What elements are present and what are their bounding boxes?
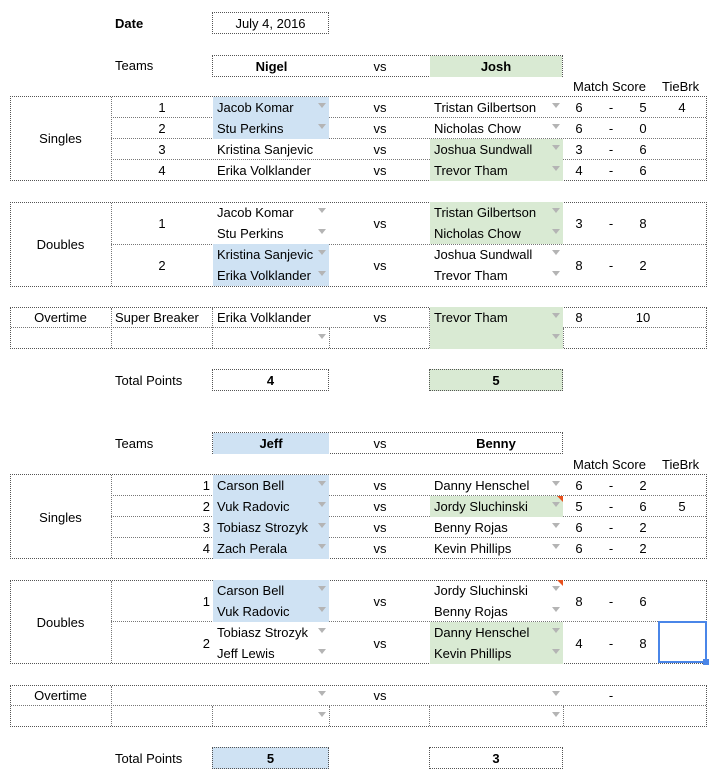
score-home[interactable]: 8: [575, 258, 583, 273]
score-home[interactable]: 6: [575, 100, 583, 115]
match-score-header: Match Score: [573, 79, 646, 94]
away-player-select[interactable]: Benny Rojas: [434, 520, 508, 535]
doubles-number: 2: [158, 258, 166, 273]
dropdown-arrow-icon[interactable]: [318, 628, 326, 633]
home-player-select[interactable]: Erika Volklander: [213, 265, 329, 286]
score-home[interactable]: 6: [575, 520, 583, 535]
score-dash: -: [608, 258, 614, 273]
singles-number: 4: [158, 163, 166, 178]
vs-label: vs: [373, 163, 387, 178]
vs-label: vs: [373, 541, 387, 556]
score-home[interactable]: 6: [575, 478, 583, 493]
score-home[interactable]: 8: [575, 310, 583, 325]
total-away-value: 5: [492, 373, 500, 388]
score-dash: -: [608, 142, 614, 157]
dropdown-arrow-icon[interactable]: [552, 334, 560, 339]
home-player-select[interactable]: Kristina Sanjevic: [217, 142, 314, 157]
total-home-cell: [212, 369, 329, 391]
score-away[interactable]: 2: [639, 478, 647, 493]
doubles-label: Doubles: [36, 237, 85, 252]
singles-label: Singles: [39, 131, 82, 146]
overtime-label: Overtime: [34, 310, 87, 325]
date-value: July 4, 2016: [235, 16, 306, 31]
doubles-number: 2: [202, 636, 210, 651]
score-dash: -: [608, 594, 614, 609]
score-home[interactable]: 8: [575, 594, 583, 609]
score-dash: -: [608, 100, 614, 115]
home-player-select[interactable]: Jacob Komar: [217, 205, 294, 220]
dropdown-arrow-icon[interactable]: [552, 712, 560, 717]
teams-row-1: [212, 55, 563, 77]
super-breaker-label: Super Breaker: [115, 310, 199, 325]
dropdown-arrow-icon[interactable]: [552, 628, 560, 633]
dropdown-arrow-icon[interactable]: [318, 586, 326, 591]
dropdown-arrow-icon[interactable]: [552, 502, 560, 507]
vs-label: vs: [373, 499, 387, 514]
score-away[interactable]: 2: [639, 541, 647, 556]
singles-number: 2: [202, 499, 210, 514]
home-player-select[interactable]: Kristina Sanjevic: [213, 244, 329, 265]
score-away[interactable]: 6: [639, 594, 647, 609]
score-away[interactable]: 2: [639, 520, 647, 535]
home-player-select[interactable]: Stu Perkins: [217, 226, 284, 241]
total-points-label: Total Points: [115, 751, 183, 766]
score-dash: -: [608, 636, 614, 651]
vs-label: vs: [373, 688, 387, 703]
away-player-select[interactable]: Danny Henschel: [430, 622, 563, 643]
singles-number: 3: [158, 142, 166, 157]
dropdown-arrow-icon[interactable]: [552, 481, 560, 486]
total-away-cell: [429, 747, 563, 769]
home-player-select[interactable]: Tobiasz Strozyk: [217, 625, 309, 640]
tiebreak-header: TieBrk: [662, 457, 700, 472]
away-player-select[interactable]: Kevin Phillips: [434, 541, 512, 556]
dropdown-arrow-icon[interactable]: [318, 607, 326, 612]
vs-label: vs: [373, 520, 387, 535]
doubles-number: 1: [202, 594, 210, 609]
away-player-select[interactable]: Trevor Tham: [430, 307, 563, 328]
dropdown-arrow-icon[interactable]: [318, 523, 326, 528]
away-player-select[interactable]: Kevin Phillips: [430, 643, 563, 664]
dropdown-arrow-icon[interactable]: [552, 271, 560, 276]
away-player-select[interactable]: Benny Rojas: [434, 604, 508, 619]
dropdown-arrow-icon[interactable]: [318, 229, 326, 234]
fill-handle[interactable]: [703, 659, 709, 665]
away-player-select[interactable]: Tristan Gilbertson: [434, 100, 537, 115]
vs-label: vs: [373, 594, 387, 609]
home-player-select[interactable]: Jeff Lewis: [217, 646, 275, 661]
teams-label: Teams: [115, 58, 154, 73]
dropdown-arrow-icon[interactable]: [552, 166, 560, 171]
score-away[interactable]: 0: [639, 121, 647, 136]
score-dash: -: [608, 121, 614, 136]
singles-number: 2: [158, 121, 166, 136]
overtime-label: Overtime: [34, 688, 87, 703]
singles-number: 3: [202, 520, 210, 535]
total-home-cell: [212, 747, 329, 769]
tiebreak-header: TieBrk: [662, 79, 700, 94]
tiebreak-score[interactable]: 4: [678, 100, 686, 115]
match-score-header: Match Score: [573, 457, 646, 472]
score-home[interactable]: 6: [575, 121, 583, 136]
dropdown-arrow-icon[interactable]: [552, 250, 560, 255]
selected-cell[interactable]: [658, 621, 707, 663]
score-dash: -: [608, 520, 614, 535]
away-player-select[interactable]: [430, 685, 563, 706]
away-player-select[interactable]: Trevor Tham: [434, 268, 508, 283]
dropdown-arrow-icon[interactable]: [318, 208, 326, 213]
dropdown-arrow-icon[interactable]: [318, 544, 326, 549]
total-home-value: 4: [266, 373, 275, 388]
total-away-cell: [429, 369, 563, 391]
score-dash: -: [608, 541, 614, 556]
score-away[interactable]: 8: [639, 636, 647, 651]
dropdown-arrow-icon[interactable]: [552, 544, 560, 549]
singles-number: 1: [202, 478, 210, 493]
away-player-select[interactable]: Jordy Sluchinski: [430, 496, 563, 517]
dropdown-arrow-icon[interactable]: [318, 271, 326, 276]
dropdown-arrow-icon[interactable]: [318, 124, 326, 129]
score-dash: -: [608, 478, 614, 493]
home-player-select[interactable]: [213, 685, 329, 706]
total-home-value: 5: [266, 751, 275, 766]
home-player-select[interactable]: Carson Bell: [213, 475, 329, 496]
team-away-name[interactable]: Benny: [476, 436, 516, 451]
dropdown-arrow-icon[interactable]: [552, 124, 560, 129]
vs-label: vs: [373, 636, 387, 651]
away-player-select[interactable]: Nicholas Chow: [434, 121, 521, 136]
score-home[interactable]: 4: [575, 636, 583, 651]
dropdown-arrow-icon[interactable]: [552, 313, 560, 318]
score-away[interactable]: 6: [639, 499, 647, 514]
away-player-select[interactable]: Trevor Tham: [430, 160, 563, 181]
score-home[interactable]: 5: [575, 499, 583, 514]
total-points-label: Total Points: [115, 373, 183, 388]
score-away[interactable]: 8: [639, 216, 647, 231]
vs-label: vs: [373, 310, 387, 325]
away-player-select[interactable]: [430, 328, 563, 349]
dropdown-arrow-icon[interactable]: [318, 712, 326, 717]
teams-label: Teams: [115, 436, 154, 451]
dropdown-arrow-icon[interactable]: [552, 145, 560, 150]
home-player-select[interactable]: Carson Bell: [213, 580, 329, 601]
tiebreak-score[interactable]: 5: [678, 499, 686, 514]
vs-label: vs: [373, 478, 387, 493]
dropdown-arrow-icon[interactable]: [552, 691, 560, 696]
score-away[interactable]: 2: [639, 258, 647, 273]
dropdown-arrow-icon[interactable]: [552, 649, 560, 654]
home-player-select[interactable]: Jacob Komar: [213, 97, 329, 118]
score-home[interactable]: 3: [575, 216, 583, 231]
total-away-value: 3: [492, 751, 500, 766]
home-player-select[interactable]: Vuk Radovic: [213, 601, 329, 622]
doubles-label: Doubles: [36, 615, 85, 630]
dropdown-arrow-icon[interactable]: [552, 229, 560, 234]
dropdown-arrow-icon[interactable]: [552, 607, 560, 612]
singles-number: 1: [158, 100, 166, 115]
vs-label: vs: [373, 59, 387, 74]
score-home[interactable]: 6: [575, 541, 583, 556]
dropdown-arrow-icon[interactable]: [318, 481, 326, 486]
score-home[interactable]: 3: [575, 142, 583, 157]
score-home[interactable]: 4: [575, 163, 583, 178]
score-dash: -: [608, 216, 614, 231]
score-away[interactable]: 10: [635, 310, 651, 325]
away-player-select[interactable]: Nicholas Chow: [430, 223, 563, 244]
score-dash: -: [608, 499, 614, 514]
singles-label: Singles: [39, 510, 82, 525]
home-player-select[interactable]: Erika Volklander: [217, 163, 311, 178]
home-player-select[interactable]: Erika Volklander: [217, 310, 311, 325]
dropdown-arrow-icon[interactable]: [552, 523, 560, 528]
dropdown-arrow-icon[interactable]: [318, 649, 326, 654]
dropdown-arrow-icon[interactable]: [552, 586, 560, 591]
vs-label: vs: [373, 121, 387, 136]
home-player-select[interactable]: Zach Perala: [213, 538, 329, 559]
date-cell[interactable]: [212, 12, 329, 34]
doubles-number: 1: [158, 216, 166, 231]
vs-label: vs: [373, 142, 387, 157]
team-home-name[interactable]: Nigel: [255, 59, 288, 74]
dropdown-arrow-icon[interactable]: [318, 334, 326, 339]
team-away-name[interactable]: Josh: [430, 56, 562, 77]
away-player-select[interactable]: Joshua Sundwall: [430, 139, 563, 160]
dropdown-arrow-icon[interactable]: [318, 103, 326, 108]
score-away[interactable]: 6: [639, 163, 647, 178]
score-away[interactable]: 6: [639, 142, 647, 157]
away-player-select[interactable]: Tristan Gilbertson: [430, 202, 563, 223]
score-away[interactable]: 5: [639, 100, 647, 115]
singles-number: 4: [202, 541, 210, 556]
dropdown-arrow-icon[interactable]: [552, 103, 560, 108]
date-label: Date: [115, 16, 144, 31]
vs-label: vs: [373, 258, 387, 273]
away-player-select[interactable]: Jordy Sluchinski: [434, 583, 528, 598]
teams-row-2: [212, 432, 563, 454]
home-player-select[interactable]: Stu Perkins: [213, 118, 329, 139]
team-home-name[interactable]: Jeff: [213, 433, 329, 454]
vs-label: vs: [373, 436, 387, 451]
dropdown-arrow-icon[interactable]: [318, 502, 326, 507]
dropdown-arrow-icon[interactable]: [318, 250, 326, 255]
dropdown-arrow-icon[interactable]: [552, 208, 560, 213]
vs-label: vs: [373, 100, 387, 115]
home-player-select[interactable]: Vuk Radovic: [213, 496, 329, 517]
home-player-select[interactable]: Tobiasz Strozyk: [213, 517, 329, 538]
away-player-select[interactable]: Joshua Sundwall: [434, 247, 533, 262]
score-dash: -: [608, 688, 614, 703]
score-dash: -: [608, 163, 614, 178]
vs-label: vs: [373, 216, 387, 231]
dropdown-arrow-icon[interactable]: [318, 691, 326, 696]
away-player-select[interactable]: Danny Henschel: [434, 478, 530, 493]
